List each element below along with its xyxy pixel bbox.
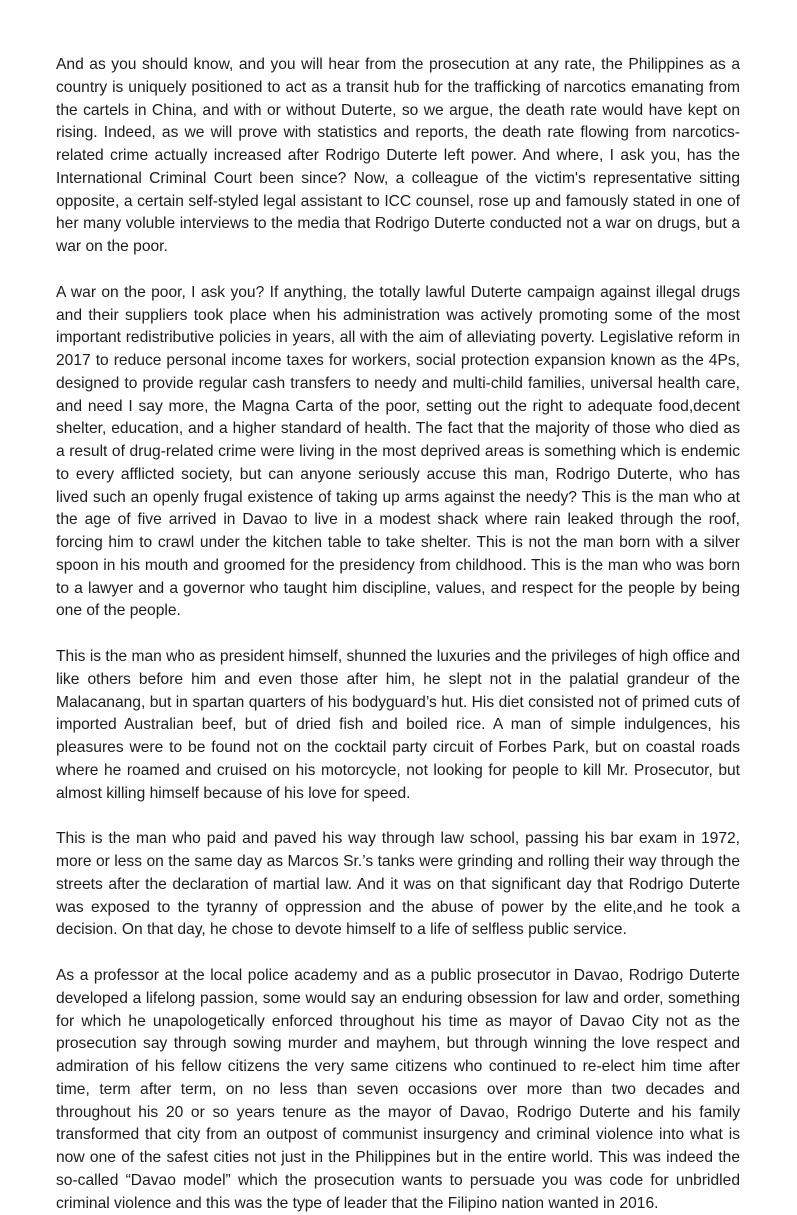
paragraph-4: This is the man who paid and paved his way through law school, passing his bar exam in 1972, more or less on the same day as Marcos Sr.’s tanks were grinding and rolling their way through the streets after the declaration of martial law. And it was on that significant day that Rodrigo Duterte was exposed to the tyranny of oppression and the abuse of power by the elite,and he took a decision. On that day, he chose to devote himself to a life of selfless public service.: [56, 830, 740, 939]
paragraph-2: A war on the poor, I ask you? If anything, the totally lawful Duterte campaign against illegal drugs and their suppliers took place when his administration was actively promoting some of the most important redistributive policies in years, all with the aim of alleviating poverty. Legislative reform in 2017 to reduce personal income taxes for workers, social protection expansion known as the 4Ps, designed to provide regular cash transfers to needy and multi-child families, universal health care, and need I say more, the Magna Carta of the poor, setting out the right to adequate food,decent shelter, education, and a higher standard of health. The fact that the majority of those who died as a result of drug-related crime were living in the most deprived areas is something which is endemic to every afflicted society, but can anyone seriously accuse this man, Rodrigo Duterte, who has lived such an openly frugal existence of taking up arms against the needy? This is the man who at the age of five arrived in Davao to live in a modest shack where rain leaked through the roof, forcing him to crawl under the kitchen table to take shelter. This is not the man born with a silver spoon in his mouth and groomed for the presidency from childhood. This is the man who was born to a lawyer and a governor who taught him discipline, values, and respect for the people by being one of the people.: [56, 283, 740, 620]
paragraph-1: And as you should know, and you will hear from the prosecution at any rate, the Philippines as a country is uniquely positioned to act as a transit hub for the trafficking of narcotics emanating from the cartels in China, and with or without Duterte, so we argue, the death rate would have kept on rising. Indeed, as we will prove with statistics and reports, the death rate flowing from narcotics-related crime actually increased after Rodrigo Duterte left power. And where, I ask you, has the International Criminal Court been since? Now, a colleague of the victim's representative sitting opposite, a certain self-styled legal assistant to ICC counsel, rose up and famously stated in one of her many voluble interviews to the media that Rodrigo Duterte conducted not a war on drugs, but a war on the poor.: [56, 56, 740, 255]
paragraph-5: As a professor at the local police academy and as a public prosecutor in Davao, Rodrigo Duterte developed a lifelong passion, some would say an enduring obsession for law and order, something for which he unapologetically enforced throughout his time as mayor of Davao City not as the prosecution say through sowing murder and mayhem, but through winning the love respect and admiration of his fellow citizens the very same citizens who continued to re-elect him time after time, term after term, on no less than seven occasions over more than two decades and throughout his 20 or so years tenure as the mayor of Davao, Rodrigo Duterte and his family transformed that city from an outpost of communist insurgency and criminal violence into what is now one of the safest cities not just in the Philippines but in the entire world. This was indeed the so-called “Davao model” which the prosecution wants to persuade you was code for unbridled criminal violence and this was the type of leader that the Filipino nation wanted in 2016.: [56, 967, 740, 1212]
paragraph-3: This is the man who as president himself, shunned the luxuries and the privileges of high office and like others before him and even those after him, he slept not in the palatial grandeur of the Malacanang, but in spartan quarters of his bodyguard’s hut. His diet consisted not of primed cuts of imported Australian beef, but of dried fish and boiled rice. A man of simple indulgences, his pleasures were to be found not on the cocktail party circuit of Forbes Park, but on coastal roads where he roamed and cruised on his motorcycle, not looking for people to kill Mr. Prosecutor, but almost killing himself because of his love for speed.: [56, 648, 740, 802]
